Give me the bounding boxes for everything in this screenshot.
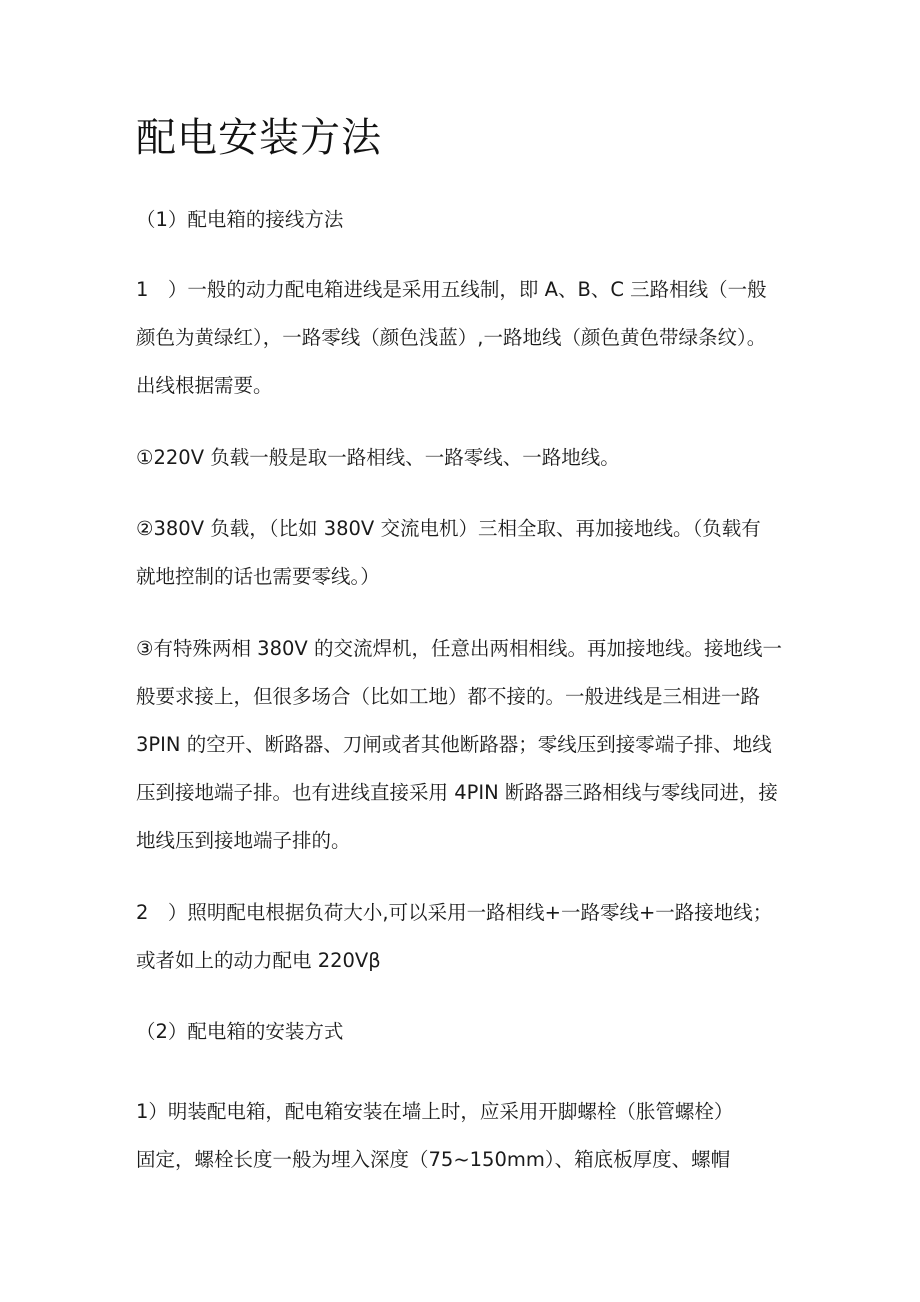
- paragraph-line: 出线根据需要。: [136, 374, 273, 397]
- paragraph-6: [136, 1088, 796, 1184]
- paragraph-3: [136, 505, 796, 601]
- section-heading-1: （1）配电箱的接线方法: [136, 208, 344, 231]
- paragraph-1: [136, 266, 796, 410]
- paragraph-5: [136, 889, 796, 985]
- paragraph-2: [136, 434, 796, 482]
- paragraph-line: 或者如上的动力配电 220Vβ: [136, 949, 381, 972]
- paragraph-line: 2 ）照明配电根据负荷大小,可以采用一路相线+一路零线+一路接地线；: [136, 901, 773, 924]
- paragraph-line: 固定，螺栓长度一般为埋入深度（75~150mm）、箱底板厚度、螺帽: [136, 1148, 731, 1171]
- paragraph-line: ③有特殊两相 380V 的交流焊机，任意出两相相线。再加接地线。接地线一: [136, 637, 782, 660]
- paragraph-line: 就地控制的话也需要零线。）: [136, 565, 380, 588]
- paragraph-line: 1 ）一般的动力配电箱进线是采用五线制，即 A、B、C 三路相线（一般: [136, 278, 767, 301]
- paragraph-4: [136, 625, 796, 865]
- page-title: 配电安装方法: [136, 115, 382, 161]
- paragraph-line: 压到接地端子排。也有进线直接采用 4PIN 断路器三路相线与零线同进，接: [136, 781, 778, 804]
- paragraph-line: ①220V 负载一般是取一路相线、一路零线、一路地线。: [136, 446, 620, 469]
- paragraph-line: 3PIN 的空开、断路器、刀闸或者其他断路器；零线压到接零端子排、地线: [136, 733, 772, 756]
- paragraph-line: 般要求接上，但很多场合（比如工地）都不接的。一般进线是三相进一路: [136, 685, 761, 708]
- section-heading-2: （2）配电箱的安装方式: [136, 1020, 344, 1043]
- paragraph-line: 地线压到接地端子排的。: [136, 829, 351, 852]
- paragraph-line: 1）明装配电箱，配电箱安装在墙上时，应采用开脚螺栓（胀管螺栓）: [136, 1100, 734, 1123]
- paragraph-line: ②380V 负载，（比如 380V 交流电机）三相全取、再加接地线。（负载有: [136, 517, 761, 540]
- paragraph-line: 颜色为黄绿红），一路零线（颜色浅蓝）,一路地线（颜色黄色带绿条纹）。: [136, 326, 767, 349]
